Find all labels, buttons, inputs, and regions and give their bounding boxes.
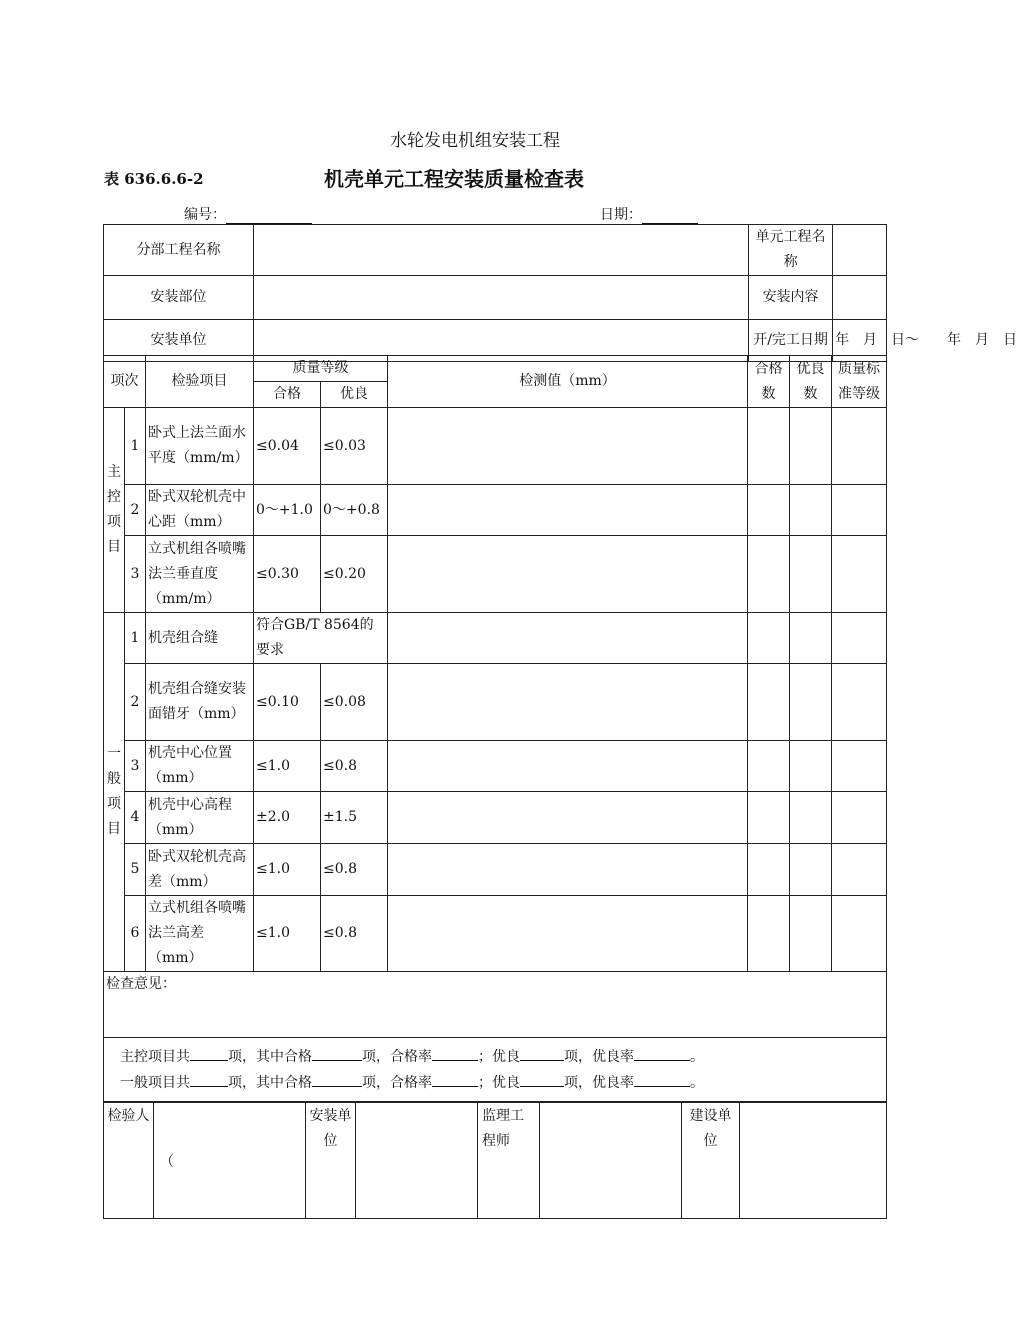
- item-name: 卧式双轮机壳中心距（mm）: [146, 485, 254, 536]
- measured-cell[interactable]: [388, 792, 748, 844]
- qualified-count-cell[interactable]: [748, 485, 790, 536]
- item-name: 机壳组合缝安装面错牙（mm）: [146, 664, 254, 741]
- col-item-no: 项次: [104, 356, 146, 408]
- qualified-count-cell[interactable]: [748, 536, 790, 613]
- number-label: 编号：: [184, 207, 226, 223]
- qualified-count-cell[interactable]: [748, 896, 790, 972]
- item-no: 2: [125, 664, 146, 741]
- summary-text: 项，合格率: [362, 1075, 432, 1091]
- item-name: 立式机组各喷嘴法兰高差（mm）: [146, 896, 254, 972]
- table-row: [104, 896, 887, 972]
- number-blank[interactable]: [226, 209, 312, 224]
- table-row: [104, 844, 887, 896]
- blank[interactable]: [312, 1046, 362, 1061]
- unit-project-value[interactable]: [833, 225, 887, 276]
- measured-cell[interactable]: [388, 408, 748, 485]
- qualified-std: ≤0.04: [254, 408, 321, 485]
- qualified-std: ≤0.10: [254, 664, 321, 741]
- excellent-std: ≤0.20: [321, 536, 388, 613]
- blank[interactable]: [432, 1046, 478, 1061]
- measured-cell[interactable]: [388, 536, 748, 613]
- install-unit-sign-label: 安装单位: [306, 1102, 356, 1219]
- qualified-std: ≤0.30: [254, 536, 321, 613]
- measured-cell[interactable]: [388, 664, 748, 741]
- install-part-label: 安装部位: [104, 276, 254, 320]
- measured-cell[interactable]: [388, 613, 748, 664]
- general-summary-prefix: 一般项目共: [120, 1075, 190, 1091]
- blank[interactable]: [520, 1072, 564, 1087]
- col-grade: 质量标准等级: [832, 356, 887, 408]
- col-check-item: 检验项目: [146, 356, 254, 408]
- unit-project-label: 单元工程名称: [749, 225, 833, 276]
- install-unit-label: 安装单位: [104, 320, 254, 362]
- blank[interactable]: [190, 1072, 228, 1087]
- merged-std: 符合GB/T 8564的要求: [254, 613, 388, 664]
- qualified-count-cell[interactable]: [748, 792, 790, 844]
- table-row: [104, 485, 887, 536]
- excellent-count-cell[interactable]: [790, 408, 832, 485]
- summary-text: ；优良: [478, 1075, 520, 1091]
- item-no: 5: [125, 844, 146, 896]
- install-unit-sign[interactable]: [356, 1102, 478, 1219]
- grade-cell[interactable]: [832, 741, 887, 792]
- install-content-label: 安装内容: [749, 276, 833, 320]
- measured-cell[interactable]: [388, 896, 748, 972]
- excellent-count-cell[interactable]: [790, 664, 832, 741]
- item-name: 卧式上法兰面水平度（mm/m）: [146, 408, 254, 485]
- excellent-std: ±1.5: [321, 792, 388, 844]
- inspector-sign[interactable]: [154, 1102, 306, 1219]
- date-field: [600, 204, 698, 224]
- col-excellent: 优良: [321, 382, 388, 408]
- col-measured: 检测值（mm）: [388, 356, 748, 408]
- summary-cell: [104, 1038, 887, 1103]
- blank[interactable]: [520, 1046, 564, 1061]
- date-label: 日期：: [600, 207, 642, 223]
- supervisor-label: 监理工程师: [478, 1102, 540, 1219]
- qualified-std: ≤1.0: [254, 844, 321, 896]
- main-summary-line: [120, 1044, 886, 1070]
- main-table: [103, 224, 1017, 362]
- excellent-std: ≤0.8: [321, 741, 388, 792]
- item-name: 机壳组合缝: [146, 613, 254, 664]
- blank[interactable]: [190, 1046, 228, 1061]
- excellent-count-cell[interactable]: [790, 792, 832, 844]
- form-title: 机壳单元工程安装质量检查表: [324, 167, 584, 191]
- excellent-std: ≤0.8: [321, 844, 388, 896]
- col-qualified: 合格: [254, 382, 321, 408]
- grade-cell[interactable]: [832, 408, 887, 485]
- grade-cell[interactable]: [832, 844, 887, 896]
- date-range-label: 开/完工日期: [749, 320, 833, 362]
- number-field: [184, 204, 312, 224]
- excellent-count-cell[interactable]: [790, 536, 832, 613]
- blank[interactable]: [432, 1072, 478, 1087]
- grade-cell[interactable]: [832, 485, 887, 536]
- table-row: [104, 741, 887, 792]
- table-row: [104, 664, 887, 741]
- summary-text: 项，优良率: [564, 1049, 634, 1065]
- item-name: 机壳中心高程（mm）: [146, 792, 254, 844]
- project-title: 水轮发电机组安装工程: [390, 131, 560, 151]
- sub-project-label: 分部工程名称: [104, 225, 254, 276]
- item-no: 2: [125, 485, 146, 536]
- item-name: 机壳中心位置（mm）: [146, 741, 254, 792]
- construction-unit-label: 建设单位: [682, 1102, 740, 1219]
- main-summary-prefix: 主控项目共: [120, 1049, 190, 1065]
- qualified-std: 0～+1.0: [254, 485, 321, 536]
- qualified-std: ≤1.0: [254, 896, 321, 972]
- date-blank[interactable]: [642, 209, 698, 224]
- general-group-label: 一般项目: [104, 613, 125, 972]
- qualified-count-cell[interactable]: [748, 664, 790, 741]
- excellent-count-cell[interactable]: [790, 844, 832, 896]
- opinion-label: 检查意见：: [106, 976, 176, 992]
- blank[interactable]: [312, 1072, 362, 1087]
- excellent-count-cell[interactable]: [790, 613, 832, 664]
- opinion-cell[interactable]: [104, 972, 887, 1038]
- item-no: 4: [125, 792, 146, 844]
- date-range-value: 年 月 日～ 年 月 日: [833, 320, 887, 362]
- general-summary-line: [120, 1070, 886, 1096]
- grade-cell[interactable]: [832, 664, 887, 741]
- summary-text: 项，其中合格: [228, 1075, 312, 1091]
- summary-text: 项，合格率: [362, 1049, 432, 1065]
- measured-cell[interactable]: [388, 485, 748, 536]
- qualified-count-cell[interactable]: [748, 613, 790, 664]
- summary-text: 。: [690, 1049, 704, 1065]
- item-name: 立式机组各喷嘴法兰垂直度（mm/m）: [146, 536, 254, 613]
- summary-text: 项，优良率: [564, 1075, 634, 1091]
- qualified-std: ≤1.0: [254, 741, 321, 792]
- measured-cell[interactable]: [388, 844, 748, 896]
- table-row: [104, 536, 887, 613]
- item-no: 3: [125, 741, 146, 792]
- excellent-count-cell[interactable]: [790, 485, 832, 536]
- qualified-count-cell[interactable]: [748, 408, 790, 485]
- table-row: [104, 613, 887, 664]
- qualified-count-cell[interactable]: [748, 741, 790, 792]
- paren-text: （: [160, 1154, 174, 1170]
- item-no: 3: [125, 536, 146, 613]
- grade-cell[interactable]: [832, 896, 887, 972]
- blank[interactable]: [634, 1046, 690, 1061]
- supervisor-sign[interactable]: [540, 1102, 682, 1219]
- excellent-std: ≤0.8: [321, 896, 388, 972]
- summary-text: 项，其中合格: [228, 1049, 312, 1065]
- col-qualified-count: 合格数: [748, 356, 790, 408]
- excellent-std: 0～+0.8: [321, 485, 388, 536]
- install-content-value[interactable]: [833, 276, 887, 320]
- signature-table: [103, 1101, 887, 1219]
- excellent-std: ≤0.08: [321, 664, 388, 741]
- table-row: [104, 792, 887, 844]
- construction-unit-sign[interactable]: [740, 1102, 887, 1219]
- excellent-count-cell[interactable]: [790, 896, 832, 972]
- qualified-count-cell[interactable]: [748, 844, 790, 896]
- install-part-value[interactable]: [254, 276, 749, 320]
- sub-project-value[interactable]: [254, 225, 749, 276]
- form-code: 表 636.6.6-2: [104, 170, 204, 188]
- item-no: 1: [125, 613, 146, 664]
- qualified-std: ±2.0: [254, 792, 321, 844]
- col-excellent-count: 优良数: [790, 356, 832, 408]
- inspection-table: [103, 355, 887, 1103]
- summary-text: ；优良: [478, 1049, 520, 1065]
- item-name: 卧式双轮机壳高差（mm）: [146, 844, 254, 896]
- grade-cell[interactable]: [832, 536, 887, 613]
- main-group-label: 主控项目: [104, 408, 125, 613]
- table-row: [104, 408, 887, 485]
- inspector-label: 检验人: [104, 1102, 154, 1219]
- item-no: 6: [125, 896, 146, 972]
- item-no: 1: [125, 408, 146, 485]
- measured-cell[interactable]: [388, 741, 748, 792]
- excellent-std: ≤0.03: [321, 408, 388, 485]
- summary-text: 。: [690, 1075, 704, 1091]
- excellent-count-cell[interactable]: [790, 741, 832, 792]
- grade-cell[interactable]: [832, 613, 887, 664]
- col-quality-grade: 质量等级: [254, 356, 388, 382]
- grade-cell[interactable]: [832, 792, 887, 844]
- blank[interactable]: [634, 1072, 690, 1087]
